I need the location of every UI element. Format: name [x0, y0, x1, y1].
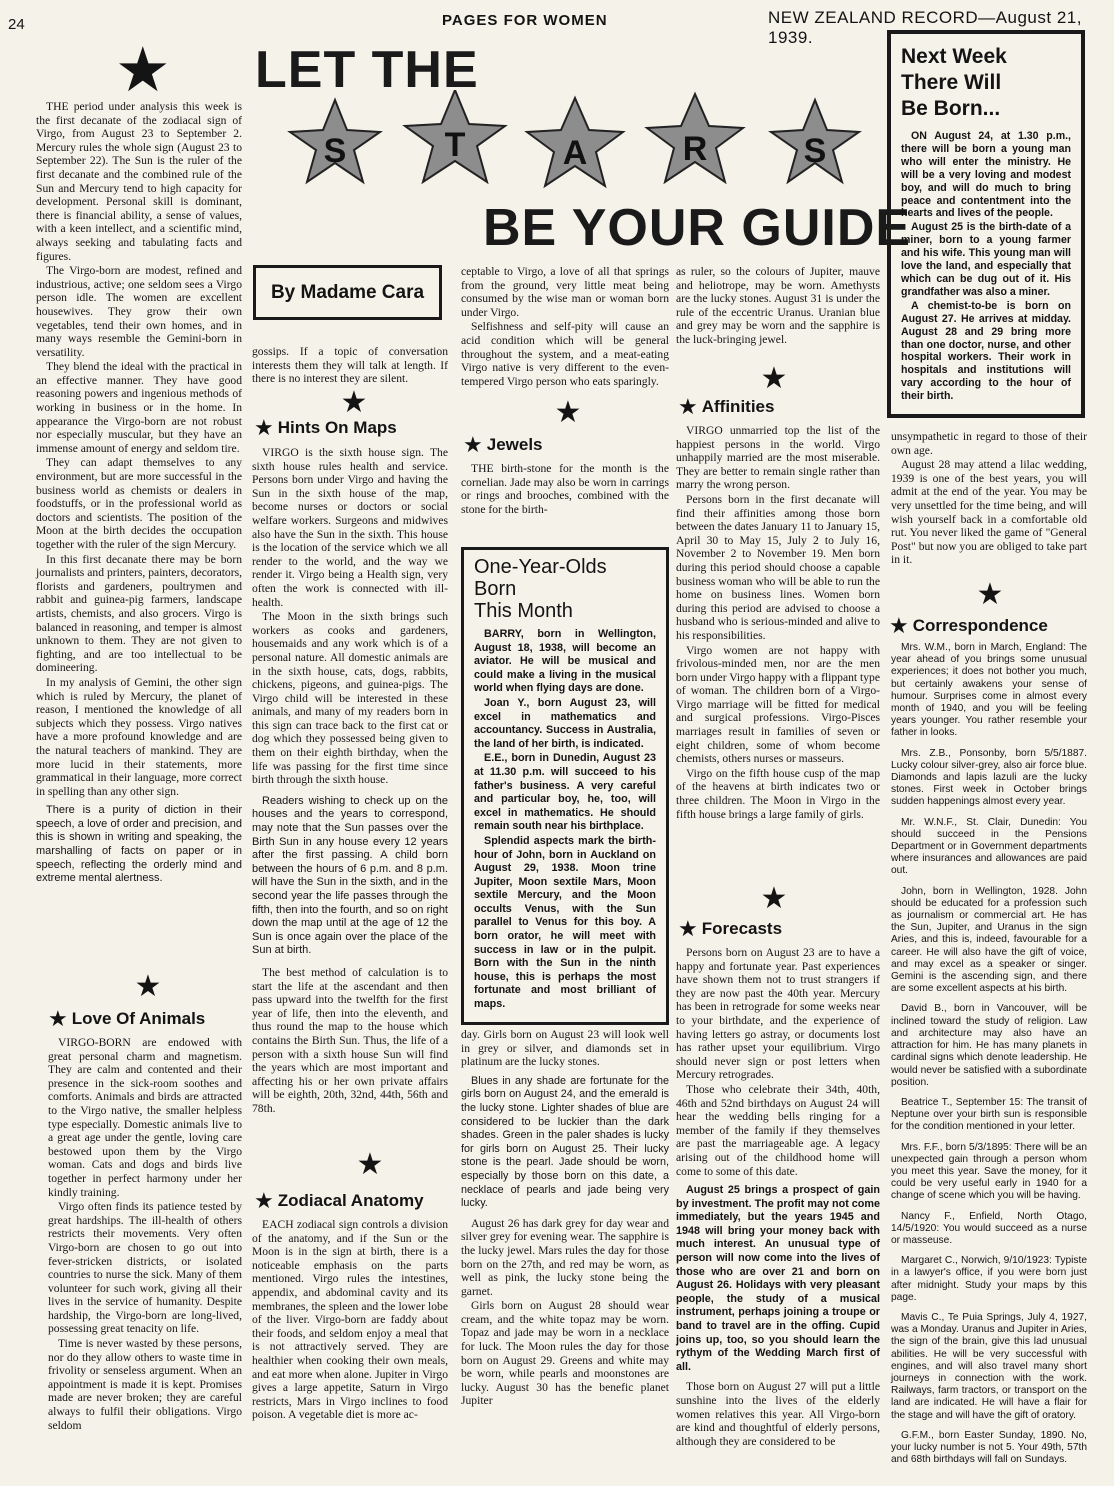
star-icon: ★ — [254, 415, 274, 440]
letter-reply: Mr. W.N.F., St. Clair, Dunedin: You should succeed in the Pensions Department or in Government departments where insurances and allowances are paid out. — [891, 816, 1087, 877]
heading-line: Next Week — [901, 45, 1007, 68]
body-paragraph: day. Girls born on August 23 will look well in grey or silver, and diamonds set in platinum are the lucky stones. — [461, 1028, 669, 1069]
letter-reply: Mavis C., Te Puia Springs, July 4, 1927, was a Monday. Uranus and Jupiter in Aries, the sign of the brain, give this lad unusual abilities. He will be very successful with engines, and will also travel many short journeys in connection with the work. Railways, farm tractors, or transport on the land are indicated. He will have a flair for the stage and will have the gift of oratory. — [891, 1311, 1087, 1421]
body-paragraph: Virgo often finds its patience tested by great hardships. The ill-health of others restricts their movements. Very often Virgo-born are chosen to go out into fever-stricken districts, or isolated countries to nurse the sick. Many of them volunteer for such work, giving all their lives in the service of humanity. Despite hardship, the Virgo-born are long-lived, possessing great tenacity on life. — [48, 1200, 242, 1336]
letter-reply: Mrs. W.M., born in March, England: The year ahead of you brings some unusual experiences; it does not bother you much, but certainly awakens your sense of humour. Surprises come in almost every month of 1940, and you will be feeling years younger. You rather resemble your father in looks. — [891, 642, 1087, 739]
body-paragraph: ON August 24, at 1.30 p.m., there will be born a young man who will enter the ministry. He will be a very loving and modest boy, and will do much to bring peace and contentment into the hearts and lives of the people. — [901, 130, 1071, 220]
body-paragraph: Girls born on August 28 should wear cream, and the white topaz may be worn. Topaz and jade may be worn in a necklace for luck. The Moon rules the day for those born on August 29. Greens and white may be worn, while pearls and moonstones are lucky. August 30 has the benefic planet Jupiter — [461, 1299, 669, 1408]
jewels-heading: Jewels — [486, 435, 543, 454]
col5-continuation — [891, 430, 1087, 568]
forecasts-heading: Forecasts — [701, 919, 783, 938]
stars-letter: T — [444, 126, 466, 164]
body-paragraph: VIRGO unmarried top the list of the happiest persons in the world. Virgo unhappily married are the most miserable. They are better to remain single rather than marry the wrong person. — [676, 424, 880, 492]
one-year-olds-heading — [474, 556, 656, 622]
body-paragraph: VIRGO-BORN are endowed with great personal charm and magnetism. They are calm and contented and their presence in the sick-room soothes and comforts. Animals and birds are attracted to the Virgo native, the smaller helpless type especially. Domestic animals live to a great age under the gentle, loving care bestowed upon them by the Virgo woman. Cats and dogs and birds live together in perfect harmony under her kindly training. — [48, 1036, 242, 1199]
intro-paragraph: They blend the ideal with the practical in an effective manner. They have good reasoning powers and ingenious methods of working in business or in the home. In appearance the Virgo-born are not robust nor especially muscular, but they have an immense amount of energy and seldom tire. — [36, 360, 242, 455]
byline: By Madame Cara — [253, 265, 442, 320]
intro-column — [36, 100, 242, 887]
section-heading — [678, 396, 774, 418]
article-title — [255, 40, 912, 257]
body-paragraph: August 26 has dark grey for day wear and silver grey for evening wear. The sapphire is the lucky jewel. Mars rules the day for those born on the 27th, and red may be worn, as well as pink, the lucky stone being the garnet. — [461, 1216, 669, 1298]
col4-continuation — [676, 265, 880, 348]
star-icon: ★ — [340, 386, 368, 419]
heading-line: There Will — [901, 71, 1002, 94]
body-paragraph: Those born on August 27 will put a little sunshine into the lives of the elderly women relatives this year. All Virgo-born are kind and thoughtful of elderly persons, although they are considered to be — [676, 1380, 880, 1448]
page-number: 24 — [8, 16, 25, 33]
heading-line: This Month — [474, 600, 573, 622]
intro-paragraph: In this first decanate there may be born journalists and printers, painters, decorators, florists and gardeners, poultrymen and rabbit and guinea-pig farmers, landscape artists, chemists, and also grocers. Virgo is balanced in reasoning, and temper is almost unknown to them. They are not given to fighting, and are too intellectual to be domineering. — [36, 552, 242, 675]
star-icon: ★ — [554, 396, 582, 429]
body-paragraph: Selfishness and self-pity will cause an acid condition which will be general throughout the system, and a meat-eating Virgo native is very different to the even-tempered Virgo person who eats sparingly. — [461, 320, 669, 388]
col2-continuation — [252, 345, 448, 387]
body-paragraph: THE birth-stone for the month is the cornelian. Jade may also be worn in carrings or rings and brooches, combined with the stone for the birth- — [461, 462, 669, 516]
intro-paragraph: THE period under analysis this week is the first decanate of the zodiacal sign of Virgo, from August 23 to September 2. Mercury rules the whole sign (August 23 to September 22). The Sun is the ruler of the first decanate and the combined rule of the Sun and Mercury tend to high capacity for development. Personal skill is dominant, there is financial ability, a sense of values, with a keen intellect, and a scientific mind, always seeking and tabulating facts and figures. — [36, 100, 242, 263]
intro-paragraph: They can adapt themselves to any environment, but are more successful in the business world as chemists or dealers in foodstuffs, or in the professional world as doctors and scientists. The position of the Moon at the birth decides the occupation together with the ruler of the sign Mercury. — [36, 456, 242, 551]
next-week-box — [887, 30, 1085, 418]
body-paragraph: Persons born on August 23 are to have a happy and fortunate year. Past experiences have shown them not to trust strangers if they are now past the 40th year. Mercury has been in retrograde for some weeks near to your birthdate, and the experience of having letters go astray, or documents lost has rather upset your equilibrium. Virgo should never sign or post letters when Mercury retrogrades. — [676, 946, 880, 1082]
star-icon: ★ — [134, 970, 162, 1003]
body-paragraph: VIRGO is the sixth house sign. The sixth house rules health and service. Persons born under Virgo and having the Sun in the sixth house of the map, become nurses or doctors or social welfare workers. Surgeons and midwives also have the Sun in the sixth. This house is the location of the service which we all render to the world, and the way we render it. Virgo being a Health sign, very often the work is connected with ill-health. — [252, 446, 448, 609]
stars-title-graphic — [255, 90, 865, 200]
jewels-body — [461, 462, 669, 517]
section-title: PAGES FOR WOMEN — [442, 12, 608, 29]
publication-date: NEW ZEALAND RECORD—August 21, 1939. — [768, 8, 1082, 47]
body-paragraph: A chemist-to-be is born on August 27. He arrives at midday. August 28 and 29 bring more than one doctor, nurse, and other hospital workers. Their work in hospitals and institutions will vary according to the hour of their birth. — [901, 299, 1071, 403]
star-icon: ★ — [48, 1006, 68, 1031]
one-year-olds-box — [461, 547, 669, 1025]
section-heading — [254, 1190, 424, 1212]
letter-reply: Mrs. Z.B., Ponsonby, born 5/5/1887. Lucky colour silver-grey, also air force blue. Diamonds and lapis lazuli are the lucky stones. First week in October brings sudden happenings almost every year. — [891, 747, 1087, 808]
body-paragraph: Joan Y., born August 23, will excel in mathematics and accountancy. Success in Australia, the land of her birth, is indicated. — [474, 696, 656, 750]
star-icon: ★ — [254, 1188, 274, 1213]
body-paragraph: Virgo women are not happy with frivolous-minded men, nor are the men born under Virgo happy with a flippant type of woman. The children born of a Virgo-Virgo marriage will be fitted for medical and surgical professions. Virgo-Pisces marriages result in families of seven or eight children, some of whom become chemists, others nurses or masseurs. — [676, 643, 880, 766]
section-heading — [678, 918, 782, 940]
body-paragraph: EACH zodiacal sign controls a division of the anatomy, and if the Sun or the Moon is in the sign at birth, there is a noticeable emphasis on the parts mentioned. Virgo rules the intestines, appendix, and abdominal cavity and its membranes, the spleen and the lower lobe of the liver. Virgo-born are faddy about their foods, and seldom enjoy a meal that is not attractively served. They are healthier when cooking their own meals, and eat more when alone. Jupiter in Virgo gives a large appetite, Saturn in Virgo restricts, Mars in Virgo inclines to food poison. A vegetable diet is more ac- — [252, 1218, 448, 1422]
stars-letter: S — [323, 132, 347, 170]
body-paragraph: The best method of calculation is to start the life at the ascendant and then pass upward into the twelfth for the first year of life, then into the eleventh, and thus round the map to the house which contains the Birth Sun. Thus, the life of a person with a sixth house Sun will find the years which are most important and affecting his or her own private affairs will be eighth, 20th, 32nd, 44th, 56th and 78th. — [252, 965, 448, 1115]
letter-reply: John, born in Wellington, 1928. John should be educated for a profession such as journalism or commercial art. He has the Sun, Jupiter, and Uranus in the sign Aries, and this is, indeed, favourable for a career. He will also have the gift of voice, and may excel as a speaker or singer. Gemini is the ascending sign, and there are some excellent aspects at his birth. — [891, 885, 1087, 995]
star-icon: ★ — [760, 362, 788, 395]
letter-reply: Margaret C., Norwich, 9/10/1923: Typiste in a lawyer's office, if you were born just after midnight. Study your maps by this page. — [891, 1255, 1087, 1303]
correspondence-body — [891, 642, 1087, 1474]
next-week-heading — [901, 44, 1071, 122]
body-paragraph: Time is never wasted by these persons, nor do they allow others to waste time in frivolity or senseless argument. When an appointment is made it is kept. Promises made are never broken; they are careful always to fulfil their obligations. Virgo seldom — [48, 1337, 242, 1432]
body-paragraph: Those who celebrate their 34th, 40th, 46th and 52nd birthdays on August 24 will hear the wedding bells ringing for a member of the family if they themselves are past the marriageable age. A legacy arising out of the childhood home will come to some of this date. — [676, 1082, 880, 1178]
body-paragraph: August 25 brings a prospect of gain by investment. The profit may not come immediately, but the years 1945 and 1948 will bring your money back with much interest. An unusual type of person will now come into the lives of those who are over 21 and born on August 26. Holidays with very pleasant people, the study of a musical instrument, perhaps joining a troupe or band to travel are in the offing. Cupid joins up, too, so you should learn the rythym of the Wedding March first of all. — [676, 1184, 880, 1373]
body-paragraph: BARRY, born in Wellington, August 18, 1938, will become an aviator. He will be musical and could make a living in the musical world when flying days are done. — [474, 628, 656, 695]
star-icon: ★ — [356, 1148, 384, 1181]
heading-line: Be Born... — [901, 97, 1001, 120]
body-paragraph: as ruler, so the colours of Jupiter, mauve and heliotrope, may be worn. Amethysts are the lucky stones. August 31 is under the rule of the eccentric Uranus. Uranian blue and grey may be worn and the sapphire is the luck-bringing jewel. — [676, 265, 880, 346]
body-paragraph: ceptable to Virgo, a love of all that springs from the ground, very little meat being consumed by the wise man or woman born under Virgo. — [461, 265, 669, 319]
body-paragraph: The Moon in the sixth brings such workers as cooks and gardeners, housemaids and any work which is of a personal nature. All domestic animals are in the sixth house, cats, dogs, rabbits, chickens, pigeons, and guinea-pigs. The Virgo child will be interested in these animals, and many of my readers born in this sign can trace back to the first cat or dog which they possessed being given to them on their eighth birthday, when the life was passing for the first time since birth through the sixth house. — [252, 610, 448, 787]
star-icon: ★ — [463, 432, 483, 457]
star-icon: ★ — [115, 37, 171, 105]
forecasts-body — [676, 946, 880, 1449]
body-paragraph: Virgo on the fifth house cusp of the map of the heavens at birth indicates two or three children. The Moon in Virgo in the fifth house brings a large family of girls. — [676, 766, 880, 821]
body-paragraph: Readers wishing to check up on the houses and the years to correspond, may note that the Sun passes over the Birth Sun in any house every 12 years after the first passing. A child born between the hours of 6 p.m. and 8 p.m. will have the Sun in the sixth, and in the second year the life passes through the fifth, then into the fourth, and so on right down the map until at the age of 12 the Sun is once again over the place of the Sun at birth. — [252, 794, 448, 957]
love-of-animals-heading: Love Of Animals — [71, 1009, 206, 1028]
stars-letter: A — [562, 134, 588, 172]
jewels-continued — [461, 1028, 669, 1409]
star-icon: ★ — [678, 916, 698, 941]
body-paragraph: Persons born in the first decanate will find their affinities among those born between the dates January 11 to January 15, April 30 to May 15, July 2 to July 16, November 2 to November 19. Men born during this period should choose a capable business woman who will be able to run the home on business lines. Women born during this period are advised to choose a husband who is serious-minded and alive to his responsibilities. — [676, 492, 880, 642]
body-paragraph: unsympathetic in regard to those of their own age. — [891, 430, 1087, 457]
star-icon: ★ — [678, 394, 698, 419]
body-paragraph: Blues in any shade are fortunate for the girls born on August 24, and the emerald is the lucky stone. Lighter shades of blue are considered to be luckier than the dark shades. Green in the paler shades is lucky for girls born on August 25. Their lucky stone is the pearl. Jade should be worn, especially by those born on this date, a necklace of pearls and jade being very lucky. — [461, 1074, 669, 1210]
intro-paragraph: The Virgo-born are modest, refined and industrious, active; one seldom sees a Virgo person idle. The women are excellent housewives. They grow their own vegetables, tend their own homes, and in many ways resemble the Gemini-born in versatility. — [36, 264, 242, 359]
title-line-2: BE YOUR GUIDE — [483, 199, 912, 257]
star-icon: ★ — [976, 578, 1004, 611]
hints-on-maps-body — [252, 446, 448, 1117]
stars-letter: S — [803, 132, 827, 170]
love-of-animals-body — [48, 1036, 242, 1433]
affinities-heading: Affinities — [701, 397, 775, 416]
section-heading — [889, 615, 1048, 637]
body-paragraph: E.E., born in Dunedin, August 23 at 11.30 p.m. will succeed to his father's business. A very careful and particular boy, he, too, will excel in mathematics. He should remain south near his birthplace. — [474, 752, 656, 833]
hints-on-maps-heading: Hints On Maps — [277, 418, 397, 437]
col3-continuation — [461, 265, 669, 389]
body-paragraph: August 25 is the birth-date of a miner, born to a young farmer and his wife. This young man will love the land, and especially that which can be dug out of it. His grandfather was also a miner. — [901, 221, 1071, 298]
letter-reply: David B., born in Vancouver, will be inclined toward the study of religion. Law and architecture may also have an attraction for him. He has many planets in cardinal signs which denote leadership. He would never be satisfied with a subordinate position. — [891, 1003, 1087, 1088]
letter-reply: Nancy F., Enfield, North Otago, 14/5/1920: You would succeed as a nurse or masseuse. — [891, 1210, 1087, 1246]
section-heading — [463, 434, 543, 456]
letter-reply: Beatrice T., September 15: The transit of Neptune over your birth sun is responsible for the condition mentioned in your letter. — [891, 1096, 1087, 1133]
correspondence-heading: Correspondence — [912, 616, 1048, 635]
letter-reply: G.F.M., born Easter Sunday, 1890. No, your lucky number is not 5. Your 49th, 57th and 68th birthdays will fall on Sundays. — [891, 1429, 1087, 1466]
section-heading — [254, 417, 397, 439]
intro-paragraph: There is a purity of diction in their speech, a love of order and precision, and this is shown in writing and speaking, the marshalling of facts on paper or in speech, reflecting the orderly mind and extreme mental alertness. — [36, 804, 242, 885]
intro-paragraph: In my analysis of Gemini, the other sign which is ruled by Mercury, the planet of reason, I mentioned the knowledge of all subjects which they possess. Virgo natives have a more profound knowledge and are the natural teachers of mankind. They are more lucid in their statements, more grammatical in their language, more correct in spelling than any other sign. — [36, 675, 242, 798]
body-paragraph: Splendid aspects mark the birth-hour of John, born in Auckland on August 29, 1938. Moon trine Jupiter, Moon sextile Mars, Moon sextile Mercury, and the Moon occults Venus, with the Sun parallel to Venus for this boy. A born orator, he will meet with success in law or in the pulpit. Born with the Sun in the ninth house, this is perhaps the most fortunate and most brilliant of maps. — [474, 834, 656, 1011]
star-icon: ★ — [760, 882, 788, 915]
title-line-1: LET THE — [255, 41, 479, 99]
affinities-body — [676, 424, 880, 822]
star-icon: ★ — [889, 613, 909, 638]
stars-letter: R — [682, 130, 708, 168]
section-heading — [48, 1008, 205, 1030]
zodiacal-anatomy-body — [252, 1218, 448, 1423]
letter-reply: Mrs. F.F., born 5/3/1895: There will be an unexpected gain through a person whom you meet this year. Save the money, for it could be very useful early in 1940 for a change of scene which you will be having. — [891, 1141, 1087, 1202]
heading-line: Born — [474, 578, 517, 600]
heading-line: One-Year-Olds — [474, 556, 607, 578]
body-paragraph: gossips. If a topic of conversation interests them they will talk at length. If there is no interest they are silent. — [252, 345, 448, 386]
zodiacal-anatomy-heading: Zodiacal Anatomy — [277, 1191, 424, 1210]
body-paragraph: August 28 may attend a lilac wedding, 1939 is one of the best years, you will admit at the end of the year. You may be very unsettled for the time being, and will wish yourself back in a comfortable old rut. You never liked the game of "General Post" but now you are obliged to take part in it. — [891, 458, 1087, 567]
